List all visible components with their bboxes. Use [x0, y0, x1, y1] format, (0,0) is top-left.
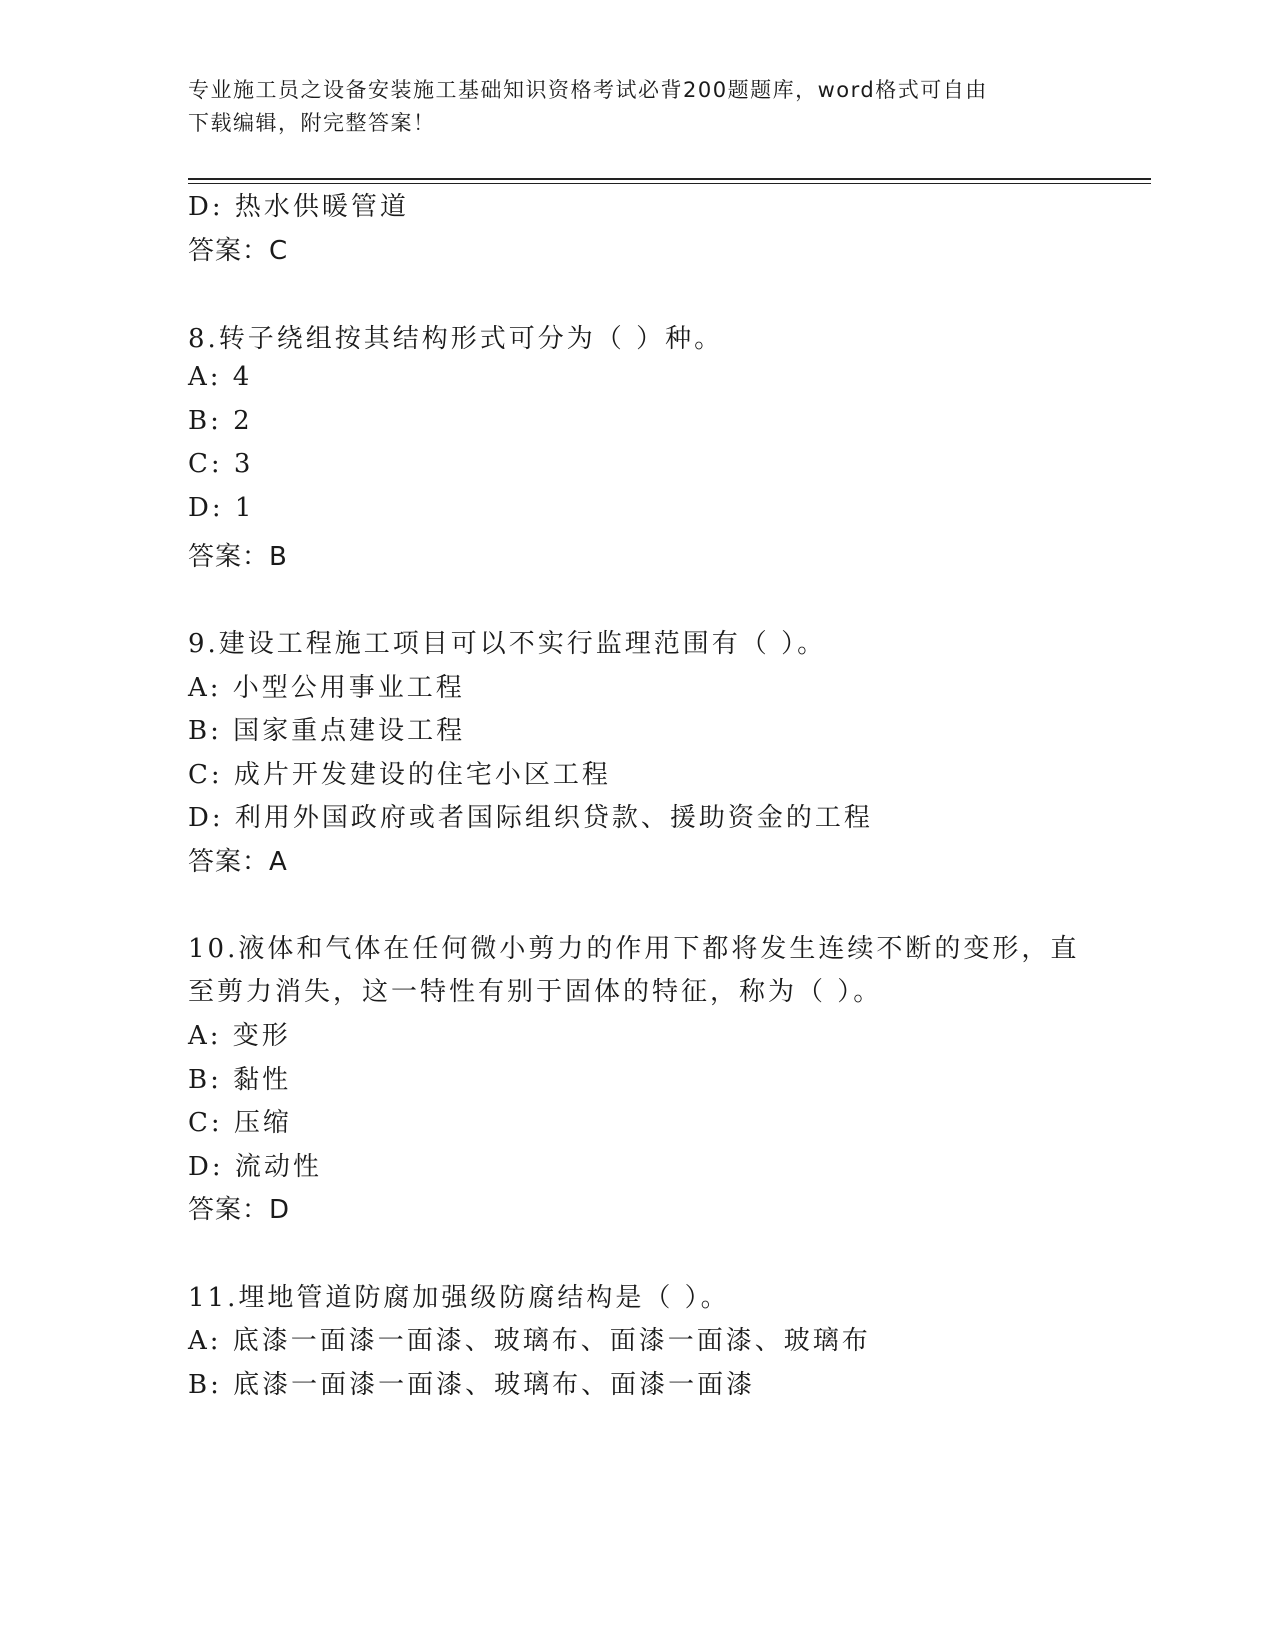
q9-answer: 答案：A — [188, 847, 288, 877]
header-divider-thin — [188, 183, 1151, 184]
q9-option-b: B: 国家重点建设工程 — [188, 716, 466, 746]
q10-option-d: D: 流动性 — [188, 1152, 322, 1182]
q10-stem-line-1: 10.液体和气体在任何微小剪力的作用下都将发生连续不断的变形，直 — [188, 934, 1080, 964]
q8-option-b: B: 2 — [188, 406, 253, 436]
q9-option-c: C: 成片开发建设的住宅小区工程 — [188, 760, 611, 790]
q8-option-a: A: 4 — [188, 362, 253, 392]
q11-option-b: B: 底漆一面漆一面漆、玻璃布、面漆一面漆 — [188, 1370, 756, 1400]
q8-option-c: C: 3 — [188, 449, 254, 479]
q8-stem: 8.转子绕组按其结构形式可分为（ ）种。 — [188, 324, 724, 354]
q9-stem: 9.建设工程施工项目可以不实行监理范围有（ ）。 — [188, 629, 827, 659]
q9-option-d: D: 利用外国政府或者国际组织贷款、援助资金的工程 — [188, 803, 873, 833]
q10-option-c: C: 压缩 — [188, 1108, 292, 1138]
q10-stem-line-2: 至剪力消失，这一特性有别于固体的特征，称为（ ）。 — [188, 977, 883, 1007]
q11-stem: 11.埋地管道防腐加强级防腐结构是（ ）。 — [188, 1283, 730, 1313]
q10-option-b: B: 黏性 — [188, 1065, 292, 1095]
q8-option-d: D: 1 — [188, 493, 255, 523]
document-header — [188, 74, 1068, 140]
q9-option-a: A: 小型公用事业工程 — [188, 673, 465, 703]
header-line-2: 下载编辑，附完整答案！ — [188, 111, 436, 135]
q11-option-a: A: 底漆一面漆一面漆、玻璃布、面漆一面漆、玻璃布 — [188, 1326, 871, 1356]
q10-option-a: A: 变形 — [188, 1021, 291, 1051]
header-line-1: 专业施工员之设备安装施工基础知识资格考试必背200题题库，word格式可自由 — [188, 78, 988, 102]
header-divider-thick — [188, 178, 1151, 180]
prev-option-d: D: 热水供暖管道 — [188, 192, 409, 222]
prev-answer: 答案：C — [188, 236, 289, 266]
q10-answer: 答案：D — [188, 1195, 291, 1225]
q8-answer: 答案：B — [188, 542, 288, 572]
